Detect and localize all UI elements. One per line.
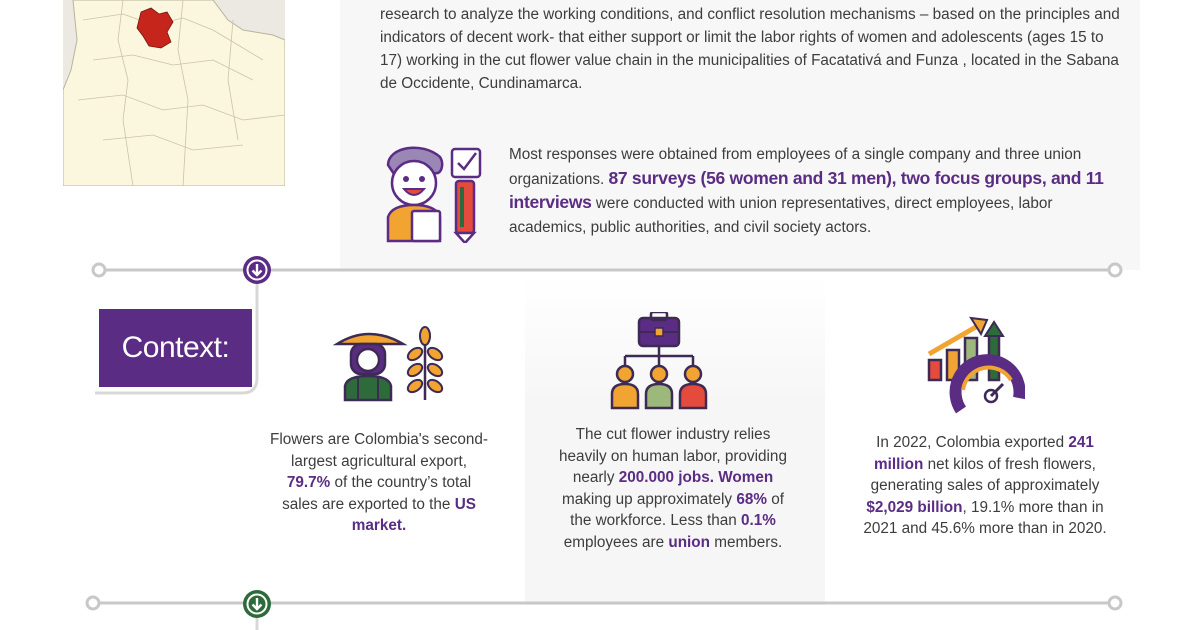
highlight-stat: 79.7% xyxy=(286,474,331,492)
highlight-stat: 0.1% xyxy=(741,512,776,530)
highlight-stat: 200.000 jobs. Women xyxy=(618,469,774,487)
body-text: making up approximately xyxy=(562,490,737,508)
body-text: members. xyxy=(709,533,783,551)
body-text: The cut flower industry relies heavily on human labor, providing nearly xyxy=(559,426,787,487)
methodology-text-before: Most responses were obtained from employees of a single company and three union organizations. xyxy=(509,146,1082,188)
colombia-map xyxy=(63,0,285,186)
context-column-1-text xyxy=(268,429,490,537)
methodology-highlight: 87 surveys (56 women and 31 men), two focus groups, and 11 interviews xyxy=(509,167,1104,212)
arrow-down-icon xyxy=(242,255,272,285)
highlight-stat: $2,029 billion xyxy=(866,498,963,516)
highlight-stat: 241 million xyxy=(874,434,1094,473)
highlight-stat: 68% xyxy=(736,490,767,508)
body-text: employees are xyxy=(563,533,669,551)
workforce-hierarchy-icon xyxy=(609,312,709,410)
context-column-3-text xyxy=(852,432,1118,540)
body-text: of the country’s total sales are exported to the xyxy=(282,474,472,513)
timeline-end-right-bottom xyxy=(1109,597,1121,609)
context-label: Context: xyxy=(99,309,252,387)
intro-paragraph: research to analyze the working conditions, and conflict resolution mechanisms – based on the principles and indicators of decent work- that either support or limit the labor rights of women and adolescents (ages 15 to 17) working in the cut flower value chain in the municipalities of Facatativá and Funza , located in the Sabana de Occidente, Cundinamarca. xyxy=(380,6,1120,92)
context-column-2-text xyxy=(553,424,793,554)
highlight-stat: union xyxy=(668,533,710,551)
methodology-text-after: were conducted with union representatives, direct employees, labor academics, public authorities, and civil society actors. xyxy=(509,195,1053,236)
body-text: of the workforce. Less than xyxy=(570,490,784,530)
body-text: Flowers are Colombia's second-largest agricultural export, xyxy=(269,431,488,470)
farmer-wheat-icon xyxy=(333,322,447,402)
timeline-end-left-top xyxy=(93,264,105,276)
researcher-survey-icon xyxy=(382,143,482,243)
highlight-stat: US market. xyxy=(351,495,476,535)
body-text: In 2022, Colombia exported xyxy=(876,434,1069,451)
timeline-end-left-bottom xyxy=(87,597,99,609)
body-text: net kilos of fresh flowers, generating sales of approximately xyxy=(870,455,1100,495)
arrow-down-icon xyxy=(242,589,272,619)
body-text: , 19.1% more than in 2021 and 45.6% more than in 2020. xyxy=(863,498,1107,538)
methodology-paragraph xyxy=(509,143,1109,239)
growth-chart-gauge-icon xyxy=(925,310,1025,414)
